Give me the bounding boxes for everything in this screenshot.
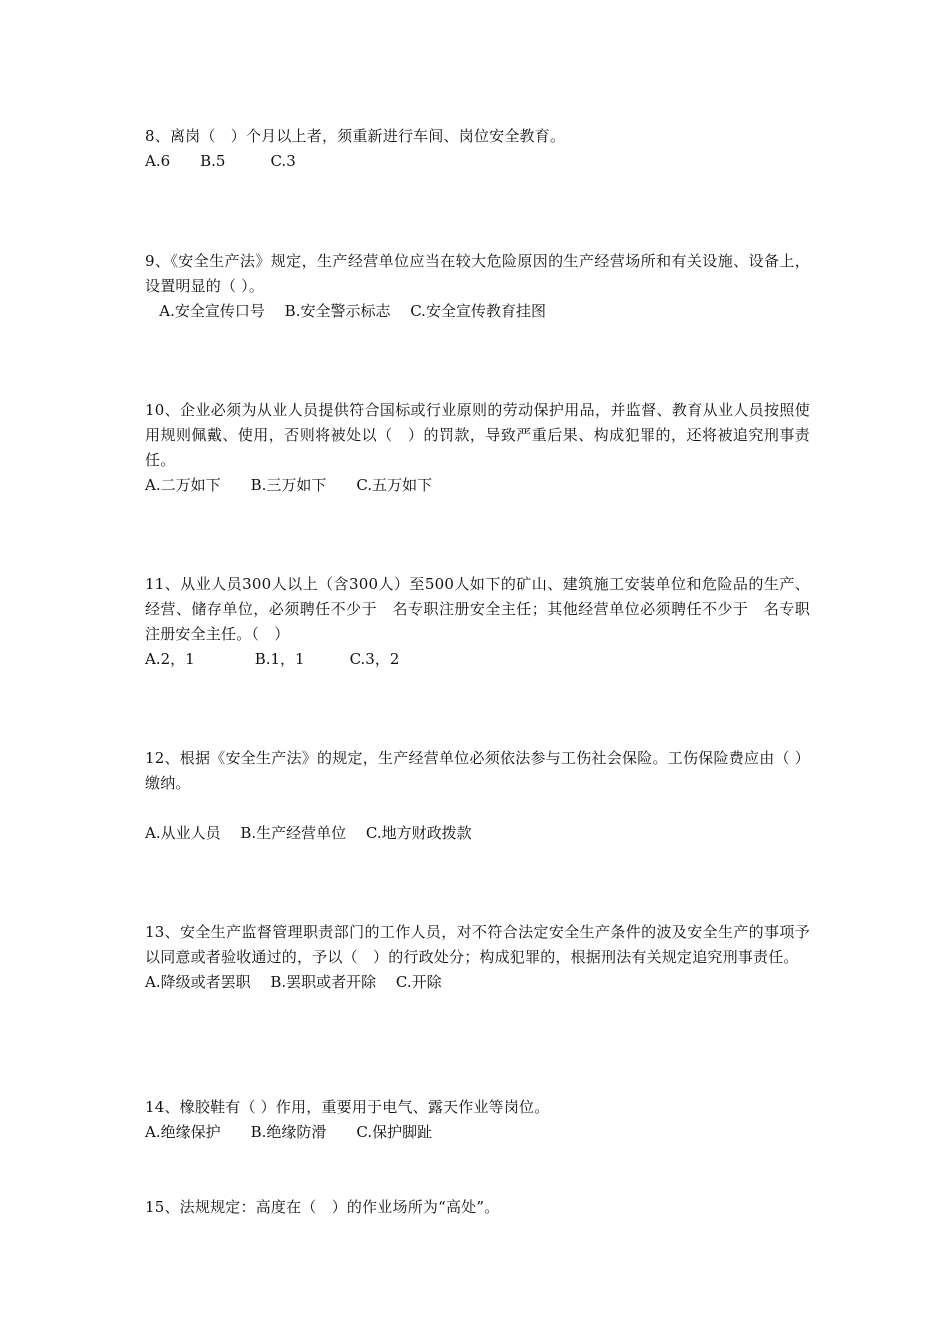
question-text: 13、安全生产监督管理职责部门的工作人员，对不符合法定安全生产条件的波及安全生产的事项予以同意或者验收通过的，予以（ ）的行政处分；构成犯罪的，根据刑法有关规定追究刑事责任。 — [145, 923, 810, 966]
answer-options: A.从业人员 B.生产经营单位 C.地方财政拨款 — [145, 824, 472, 842]
question-text: 12、根据《安全生产法》的规定，生产经营单位必须依法参与工伤社会保险。工伤保险费应由（ ）缴纳。 — [145, 749, 810, 792]
question-14 — [145, 1095, 810, 1145]
question-15 — [145, 1195, 810, 1220]
question-13 — [145, 920, 810, 995]
question-8 — [145, 124, 810, 174]
question-text: 9、《安全生产法》规定，生产经营单位应当在较大危险原因的生产经营场所和有关设施、设备上，设置明显的（ ）。 — [145, 252, 810, 295]
question-11 — [145, 572, 810, 672]
question-text: 15、法规规定：高度在（ ）的作业场所为“高处”。 — [145, 1198, 500, 1216]
question-9 — [145, 249, 810, 324]
question-text: 8、离岗（ ）个月以上者，须重新进行车间、岗位安全教育。 — [145, 127, 566, 145]
answer-options: A.绝缘保护 B.绝缘防滑 C.保护脚趾 — [145, 1123, 433, 1141]
question-10 — [145, 398, 810, 498]
answer-options: A.降级或者罢职 B.罢职或者开除 C.开除 — [145, 973, 442, 991]
answer-options: A.二万如下 B.三万如下 C.五万如下 — [145, 476, 433, 494]
question-text: 10、企业必须为从业人员提供符合国标或行业原则的劳动保护用品，并监督、教育从业人员按照使用规则佩戴、使用，否则将被处以（ ）的罚款，导致严重后果、构成犯罪的，还将被追究刑事责任。 — [145, 401, 810, 469]
answer-options: A.安全宣传口号 B.安全警示标志 C.安全宣传教育挂图 — [145, 302, 546, 320]
question-text: 14、橡胶鞋有（ ）作用，重要用于电气、露天作业等岗位。 — [145, 1098, 550, 1116]
answer-options: A.2，1 B.1，1 C.3，2 — [145, 650, 400, 668]
question-12 — [145, 746, 810, 846]
question-text: 11、从业人员300人以上（含300人）至500人如下的矿山、建筑施工安装单位和危险品的生产、经营、储存单位，必须聘任不少于 名专职注册安全主任；其他经营单位必须聘任不少于 名专职注册安全主任。（ ） — [145, 575, 810, 643]
answer-options: A.6 B.5 C.3 — [145, 152, 296, 170]
